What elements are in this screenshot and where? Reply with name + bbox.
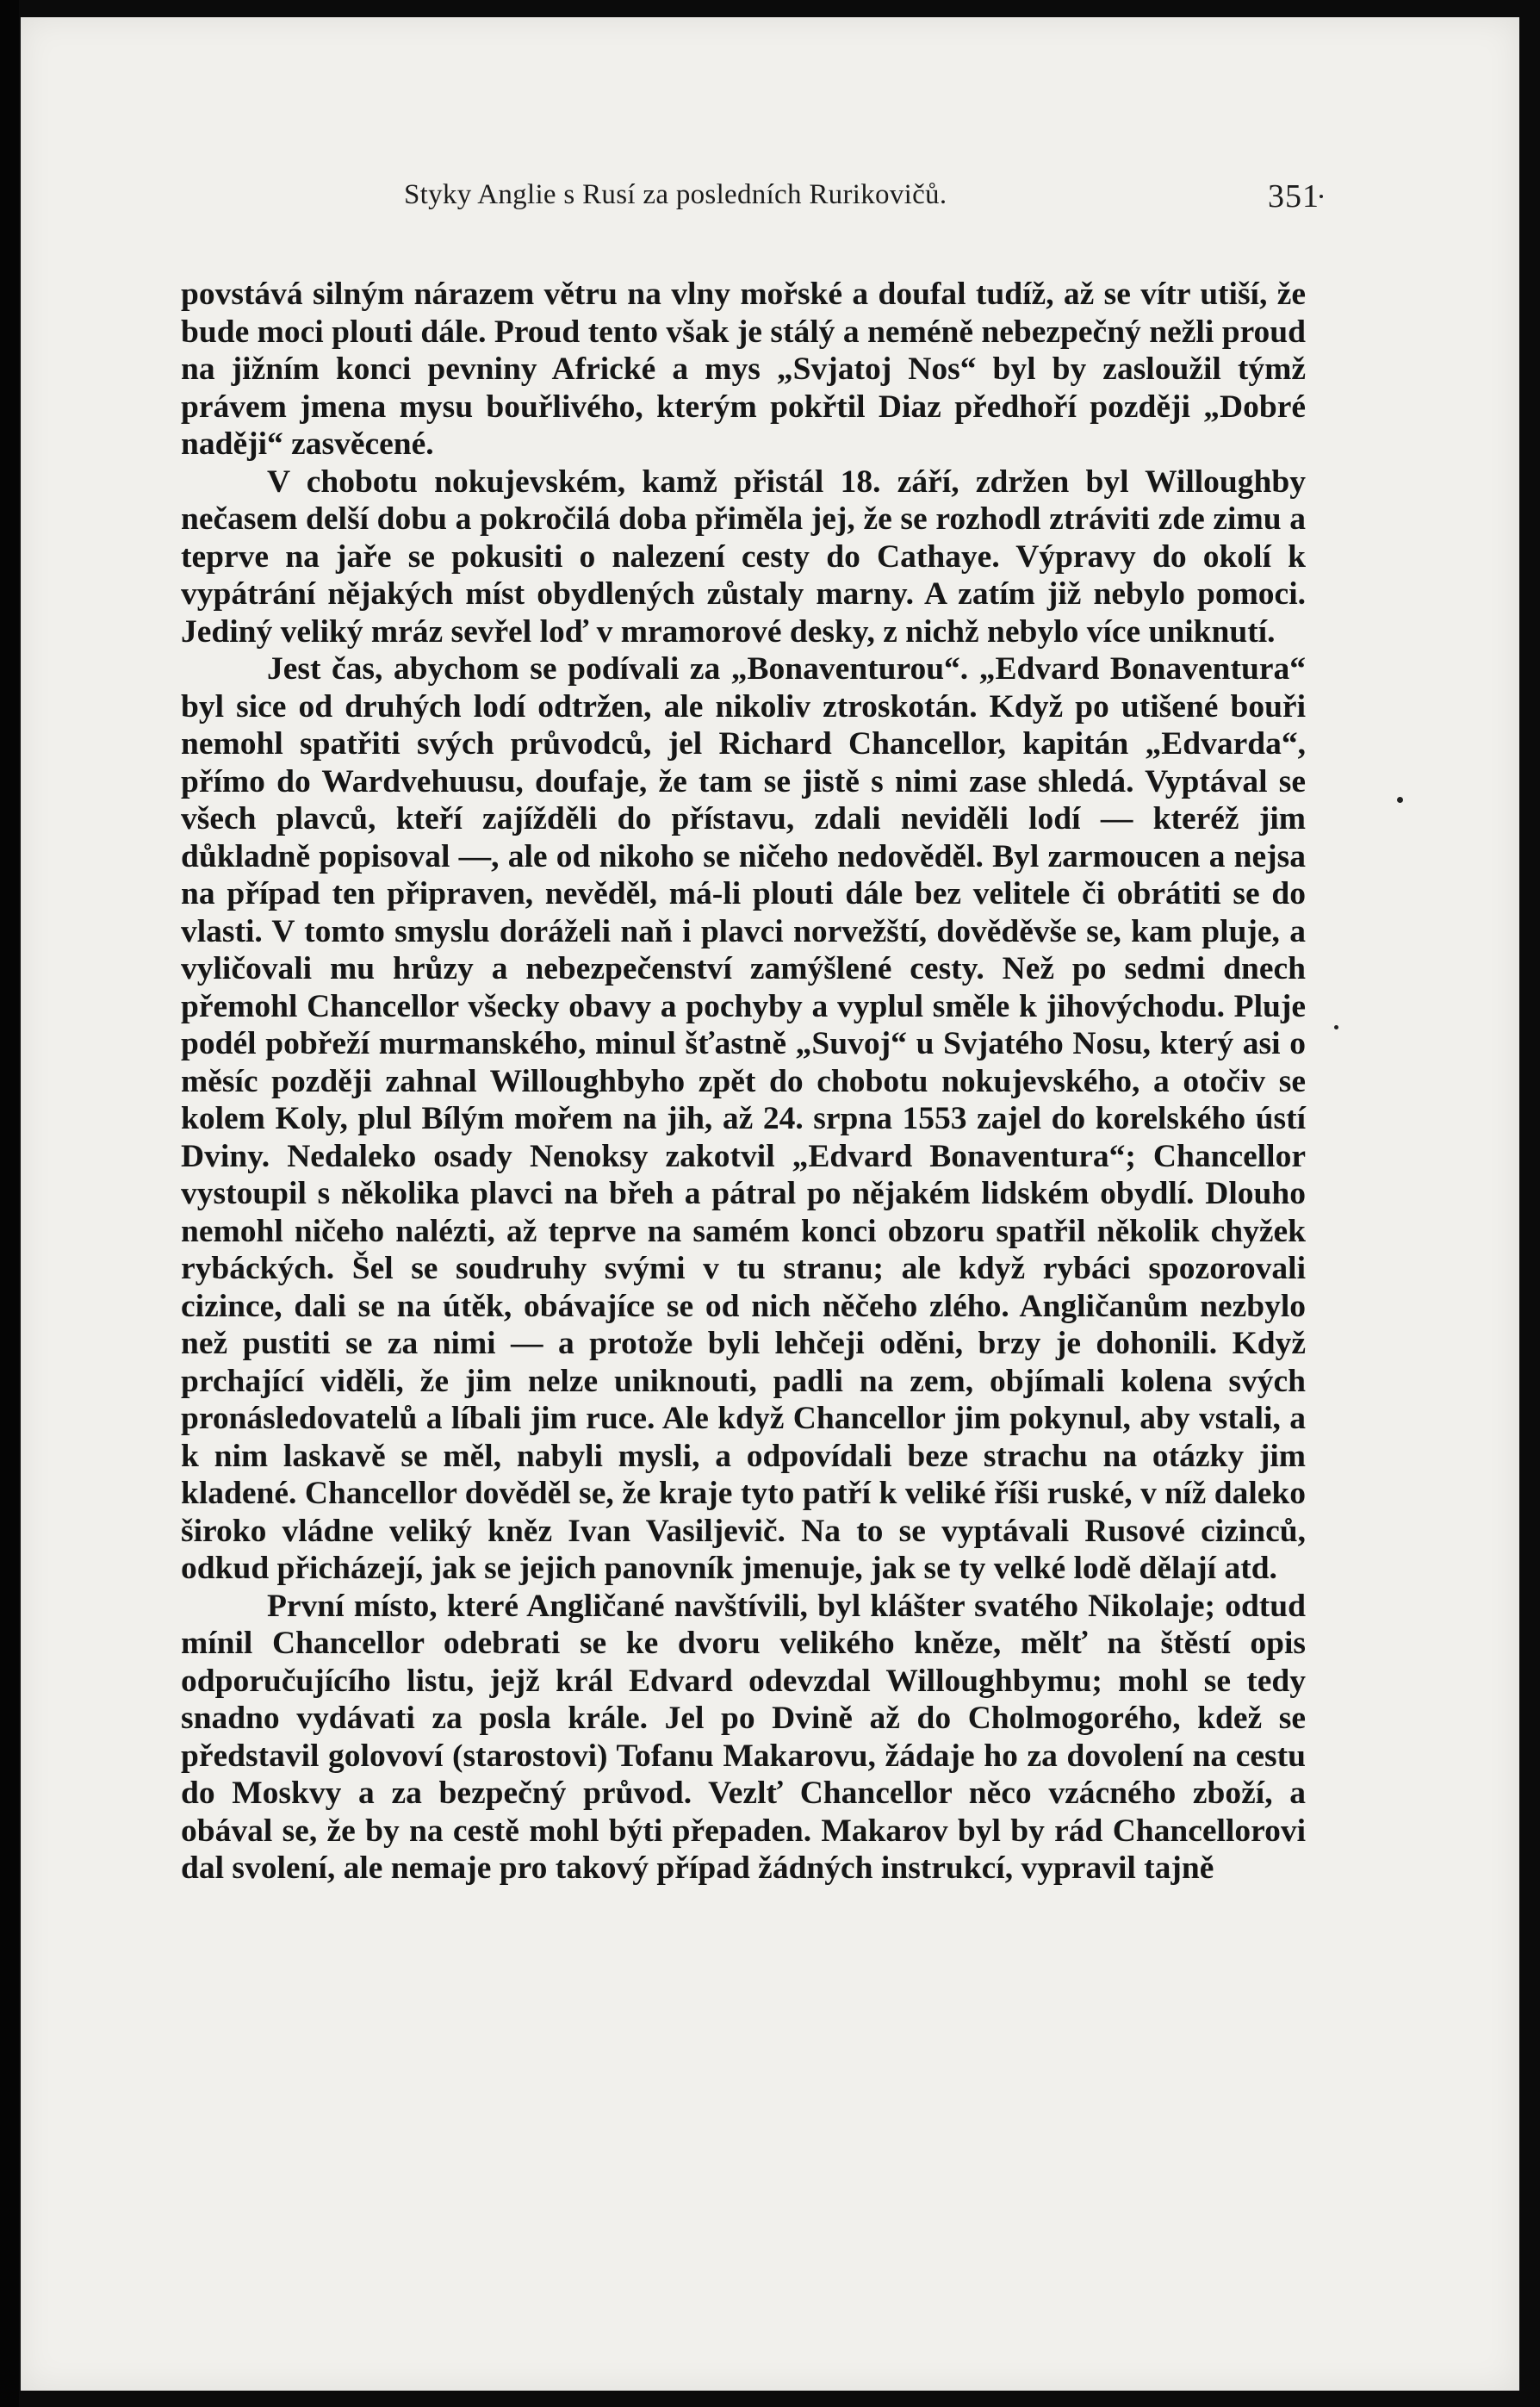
running-head: [184, 179, 1320, 231]
page-number: 351: [1268, 178, 1320, 215]
book-page: [21, 17, 1519, 2391]
paragraph: První místo, které Angličané navštívili, byl klášter svatého Nikolaje; odtud mínil Chancellor odebrati se ke dvoru velikého kněze, mělť na štěstí opis odporučujícího listu, jejž král Edvard odevzdal Willoughbymu; mohl se tedy snadno vydávati za posla krále. Jel po Dvině až do Cholmogorého, kdež se představil golovoví (starostovi) Tofanu Makarovu, žádaje ho za dovolení na cestu do Moskvy a za bezpečný průvod. Vezlť Chancellor něco vzácného zboží, a obával se, že by na cestě mohl býti přepaden. Makarov byl by rád Chancellorovi dal svolení, ale nemaje pro takový případ žádných instrukcí, vypravil tajně: [181, 1588, 1306, 1886]
paper-speck: [1320, 195, 1323, 198]
running-title: Styky Anglie s Rusí za posledních Rurikovičů.: [404, 179, 947, 210]
paragraph: Jest čas, abychom se podívali za „Bonaventurou“. „Edvard Bonaventura“ byl sice od druhých lodí odtržen, ale nikoliv ztroskotán. Když po utišené bouři nemohl spatřiti svých průvodců, jel Richard Chancellor, kapitán „Edvarda“, přímo do Wardvehuusu, doufaje, že tam se jistě s nimi zase shledá. Vyptával se všech plavců, kteří zajížděli do přístavu, zdali neviděli lodí — kteréž jim důkladně popisoval —, ale od nikoho se ničeho nedověděl. Byl zarmoucen a nejsa na případ ten připraven, nevěděl, má-li plouti dále bez velitele či obrátiti se do vlasti. V tomto smyslu doráželi naň i plavci norvežští, dověděvše se, kam pluje, a vyličovali mu hrůzy a nebezpečenství zamýšlené cesty. Než po sedmi dnech přemohl Chancellor všecky obavy a pochyby a vyplul směle k jihovýchodu. Pluje podél pobřeží murmanského, minul šťastně „Suvoj“ u Svjatého Nosu, který asi o měsíc později zahnal Willoughbyho zpět do chobotu nokujevského, a otočiv se kolem Koly, plul Bílým mořem na jih, až 24. srpna 1553 zajel do korelského ústí Dviny. Nedaleko osady Nenoksy zakotvil „Edvard Bonaventura“; Chancellor vystoupil s několika plavci na břeh a pátral po nějakém lidském obydlí. Dlouho nemohl ničeho nalézti, až teprve na samém konci obzoru spatřil několik chyžek rybáckých. Šel se soudruhy svými v tu stranu; ale když rybáci spozorovali cizince, dali se na útěk, obávajíce se od nich něčeho zlého. Angličanům nezbylo než pustiti se za nimi — a protože byli lehčeji oděni, brzy je dohonili. Když prchající viděli, že jim nelze uniknouti, padli na zem, objímali kolena svých pronásledovatelů a líbali jim ruce. Ale když Chancellor jim pokynul, aby vstali, a k nim laskavě se měl, nabyli mysli, a odpovídali beze strachu na otázky jim kladené. Chancellor dověděl se, že kraje tyto patří k veliké říši ruské, v níž daleko široko vládne veliký kněz Ivan Vasiljevič. Na to se vyptávali Rusové cizinců, odkud přicházejí, jak se jejich panovník jmenuje, jak se ty velké lodě dělají atd.: [181, 651, 1306, 1586]
body-text: [181, 276, 1306, 1888]
paper-speck: [1397, 797, 1403, 803]
paper-speck: [1334, 1025, 1338, 1029]
paragraph: povstává silným nárazem větru na vlny mořské a doufal tudíž, až se vítr utiší, že bude moci plouti dále. Proud tento však je stálý a neméně nebezpečný nežli proud na jižním konci pevniny Africké a mys „Svjatoj Nos“ byl by zasloužil týmž právem jmena mysu bouřlivého, kterým pokřtil Diaz předhoří později „Dobré naději“ zasvěcené.: [181, 277, 1306, 462]
scan-border: [0, 0, 19, 2407]
paragraph: V chobotu nokujevském, kamž přistál 18. září, zdržen byl Willoughby nečasem delší dobu a pokročilá doba přiměla jej, že se rozhodl ztráviti zde zimu a teprve na jaře se pokusiti o nalezení cesty do Cathaye. Výpravy do okolí k vypátrání nějakých míst obydlených zůstaly marny. A zatím již nebylo pomoci. Jediný veliký mráz sevřel loď v mramorové desky, z nichž nebylo více uniknutí.: [181, 463, 1306, 650]
